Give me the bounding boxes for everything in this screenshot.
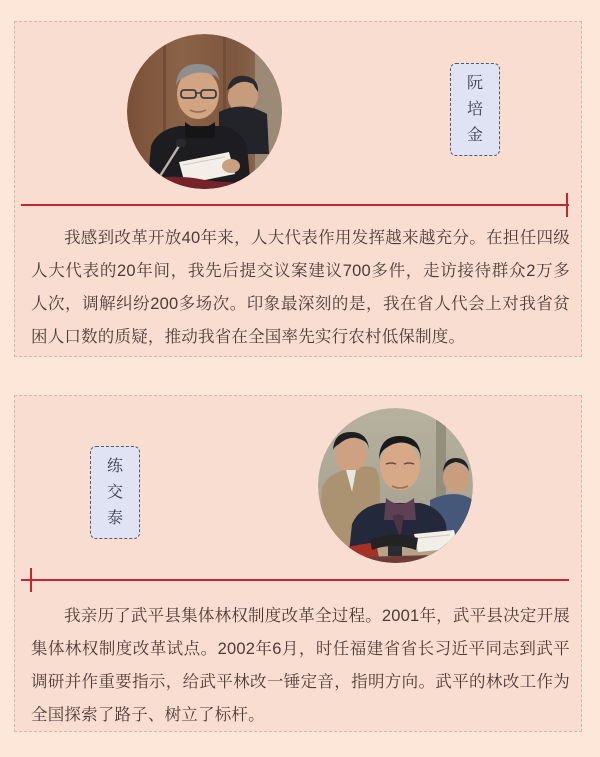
name-char: 练	[106, 458, 123, 475]
quote-paragraph: 我亲历了武平县集体林权制度改革全过程。2001年，武平县决定开展集体林权制度改革试点。2002年6月，时任福建省省长习近平同志到武平调研并作重要指示，给武平林改一锤定音，指明方向。武平的林改工作为全国探索了路子、树立了标杆。	[31, 607, 570, 724]
name-char: 交	[106, 484, 123, 501]
section-divider	[21, 204, 569, 206]
divider-tick	[566, 193, 568, 217]
name-tag	[450, 63, 500, 156]
quote-paragraph: 我感到改革开放40年来，人大代表作用发挥越来越充分。在担任四级人大代表的20年间，我先后提交议案建议700多件，走访接待群众2万多人次，调解纠纷200多场次。印象最深刻的是，我在省人代会上对我省贫困人口数的质疑，推动我省在全国率先实行农村低保制度。	[31, 229, 570, 346]
profile-card-ruan-peijin	[14, 21, 582, 357]
portrait-photo	[318, 408, 473, 563]
profile-card-lian-jiaotai	[14, 395, 582, 732]
name-char: 金	[466, 127, 483, 144]
portrait-photo	[127, 34, 282, 189]
name-tag	[90, 446, 140, 539]
man-speaking-at-meeting-photo-icon	[127, 34, 282, 189]
name-char: 培	[466, 101, 483, 118]
name-char: 泰	[106, 510, 123, 527]
divider-tick	[30, 568, 32, 592]
name-char: 阮	[466, 75, 483, 92]
man-at-conference-desk-photo-icon	[318, 408, 473, 563]
section-divider	[21, 579, 569, 581]
